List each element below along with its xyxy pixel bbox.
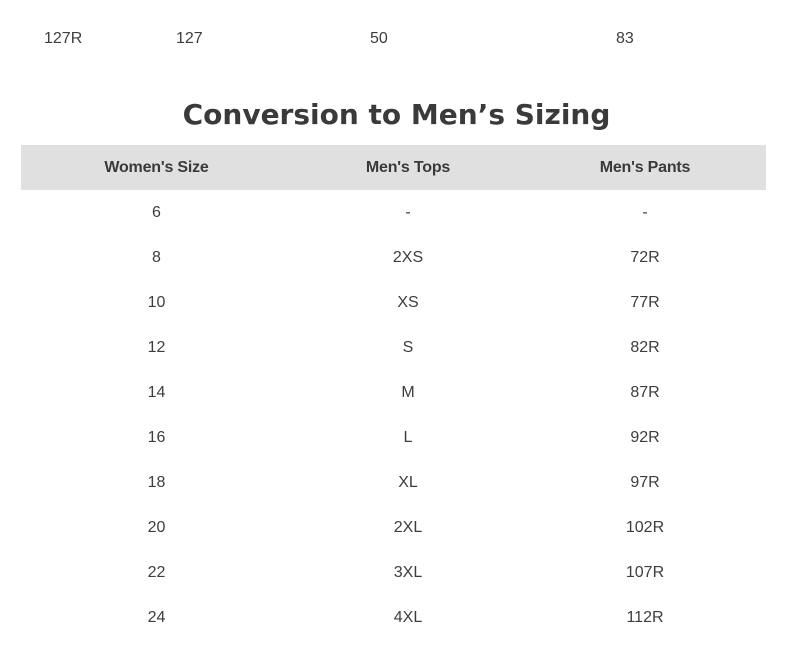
mens-pants-cell: 112R: [626, 608, 664, 626]
womens-size-cell: 8: [152, 248, 161, 266]
mens-tops-cell: L: [403, 428, 413, 446]
table-row: [21, 550, 766, 595]
mens-pants-cell: 82R: [630, 338, 660, 356]
mens-size-conversion-table: [21, 145, 766, 640]
table-row: [21, 280, 766, 325]
table-header: [21, 145, 766, 190]
mens-pants-cell: 77R: [630, 293, 660, 311]
mens-pants-cell: 87R: [630, 383, 660, 401]
womens-size-cell: 20: [147, 518, 166, 536]
mens-tops-cell: -: [405, 203, 411, 221]
mens-pants-cell: 107R: [625, 563, 665, 581]
table-row: [21, 460, 766, 505]
mens-tops-cell: 4XL: [393, 608, 423, 626]
table-row: [21, 370, 766, 415]
previous-row-cell: 127: [176, 30, 203, 47]
mens-tops-cell: XS: [397, 293, 419, 311]
mens-tops-cell: 2XL: [393, 518, 423, 536]
column-header-mens-tops: Men's Tops: [365, 158, 451, 176]
column-header-womens-size: Women's Size: [104, 158, 209, 176]
table-row: [21, 325, 766, 370]
mens-tops-cell: S: [402, 338, 414, 356]
mens-tops-cell: XL: [398, 473, 418, 491]
table-body: [21, 190, 766, 640]
table-row: [21, 190, 766, 235]
mens-tops-cell: 3XL: [393, 563, 423, 581]
table-row: [21, 595, 766, 640]
previous-row-cell: 83: [616, 30, 634, 47]
mens-tops-cell: M: [401, 383, 415, 401]
table-row: [21, 415, 766, 460]
mens-tops-cell: 2XS: [392, 248, 424, 266]
previous-row-cell: 127R: [44, 30, 83, 47]
womens-size-cell: 18: [147, 473, 166, 491]
womens-size-cell: 10: [147, 293, 166, 311]
womens-size-cell: 14: [147, 383, 166, 401]
section-title: Conversion to Men’s Sizing: [182, 98, 611, 131]
womens-size-cell: 24: [147, 608, 166, 626]
mens-pants-cell: 72R: [630, 248, 660, 266]
womens-size-cell: 16: [147, 428, 166, 446]
mens-pants-cell: 92R: [630, 428, 660, 446]
womens-size-cell: 12: [147, 338, 166, 356]
column-header-mens-pants: Men's Pants: [599, 158, 691, 176]
previous-row-cell: 50: [370, 30, 388, 47]
table-row: [21, 235, 766, 280]
womens-size-cell: 6: [152, 203, 161, 221]
previous-table-last-row: [0, 28, 793, 50]
table-header-row: [21, 145, 766, 190]
mens-pants-cell: 102R: [625, 518, 665, 536]
table-row: [21, 505, 766, 550]
womens-size-cell: 22: [147, 563, 166, 581]
mens-pants-cell: 97R: [630, 473, 660, 491]
mens-pants-cell: -: [642, 203, 648, 221]
